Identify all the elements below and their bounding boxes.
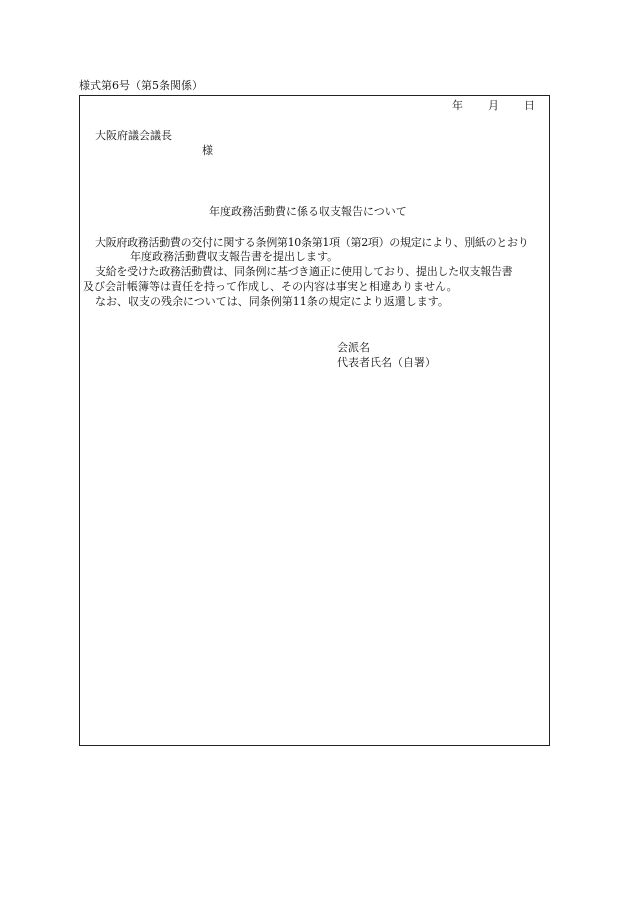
document-frame (79, 95, 550, 746)
date-day-label: 日 (524, 99, 535, 112)
body-p1-line2: 年度政務活動費収支報告書を提出します。 (130, 250, 339, 263)
document-title: 年度政務活動費に係る収支報告について (209, 205, 407, 218)
faction-name-label: 会派名 (337, 341, 370, 354)
body-p3-line1: なお、収支の残余については、同条例第11条の規定により返還します。 (95, 295, 449, 308)
addressee-honorific: 様 (202, 144, 213, 157)
body-p2-line2: 及び会計帳簿等は責任を持って作成し、その内容は事実と相違ありません。 (83, 280, 458, 293)
addressee-name: 大阪府議会議長 (95, 129, 172, 142)
body-p1-line1: 大阪府政務活動費の交付に関する条例第10条第1項（第2項）の規定により、別紙のとおり (95, 236, 529, 249)
form-number-label: 様式第6号（第5条関係） (79, 79, 203, 92)
representative-name-label: 代表者氏名（自署） (337, 356, 436, 369)
body-p2-line1: 支給を受けた政務活動費は、同条例に基づき適正に使用しており、提出した収支報告書 (95, 265, 513, 278)
date-month-label: 月 (488, 99, 499, 112)
date-year-label: 年 (452, 99, 463, 112)
